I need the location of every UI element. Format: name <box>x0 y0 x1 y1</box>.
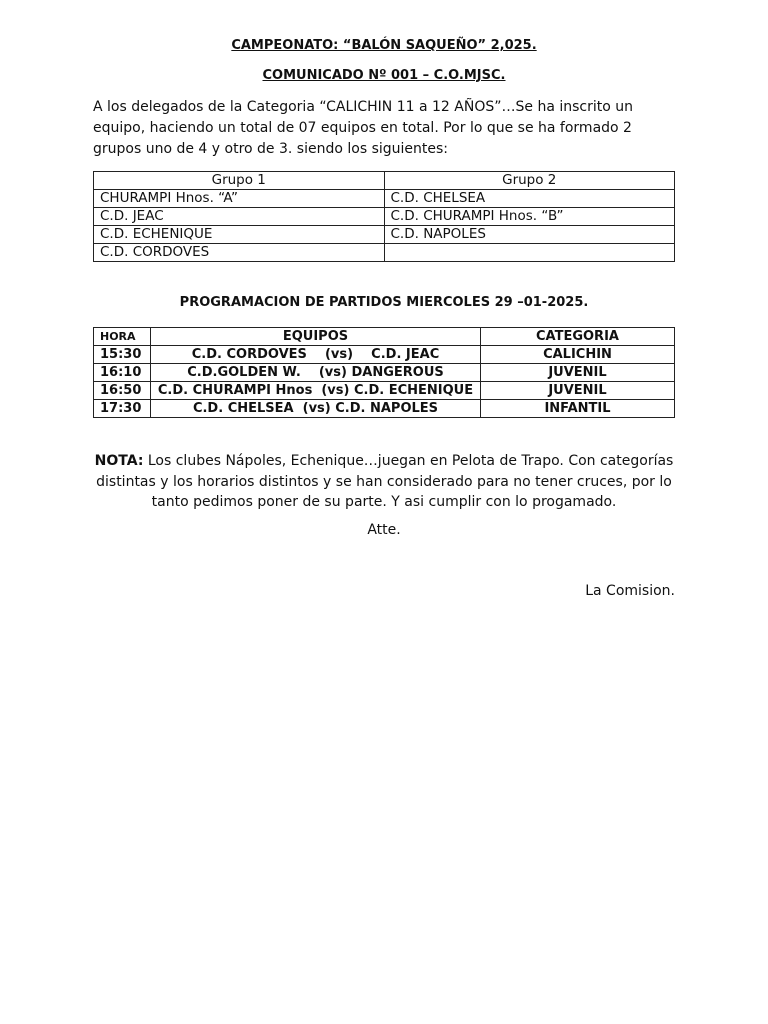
table-row <box>94 400 675 418</box>
note-text: Los clubes Nápoles, Echenique…juegan en Pelota de Trapo. Con categorías distintas y los horarios distintos y se han considerado para no tener cruces, por lo tanto pedimos poner de su parte. Y asi cumplir con lo progamado. <box>96 453 674 510</box>
table-row <box>94 208 675 226</box>
schedule-header-row <box>94 328 675 346</box>
group-1-team: C.D. ECHENIQUE <box>94 226 385 244</box>
communique-title <box>0 68 768 83</box>
match-category: JUVENIL <box>481 382 675 400</box>
match-time: 15:30 <box>94 346 151 364</box>
championship-title: CAMPEONATO: “BALÓN SAQUEÑO” 2,025. <box>231 38 537 53</box>
match-teams: C.D. CHURAMPI Hnos (vs) C.D. ECHENIQUE <box>151 382 481 400</box>
note-label: NOTA: <box>94 453 144 469</box>
hora-header: HORA <box>94 328 151 346</box>
group-1-team: C.D. CORDOVES <box>94 244 385 262</box>
table-row <box>94 226 675 244</box>
match-teams: C.D. CHELSEA (vs) C.D. NAPOLES <box>151 400 481 418</box>
closing-text: Atte. <box>367 522 401 538</box>
note-paragraph <box>93 451 675 513</box>
communique-number: COMUNICADO Nº 001 – C.O.MJSC <box>262 68 501 83</box>
communique-period: . <box>500 68 506 83</box>
group-2-team: C.D. CHELSEA <box>384 190 675 208</box>
table-row <box>94 346 675 364</box>
match-time: 17:30 <box>94 400 151 418</box>
match-teams: C.D. CORDOVES (vs) C.D. JEAC <box>151 346 481 364</box>
table-row <box>94 364 675 382</box>
group-2-team: C.D. CHURAMPI Hnos. “B” <box>384 208 675 226</box>
categoria-header: CATEGORIA <box>481 328 675 346</box>
intro-paragraph: A los delegados de la Categoria “CALICHIN 11 a 12 AÑOS”…Se ha inscrito un equipo, haciendo un total de 07 equipos en total. Por lo que se ha formado 2 grupos uno de 4 y otro de 3. siendo los siguientes: <box>93 99 634 157</box>
match-category: INFANTIL <box>481 400 675 418</box>
group-2-header: Grupo 2 <box>384 172 675 190</box>
table-row <box>94 244 675 262</box>
group-1-team: C.D. JEAC <box>94 208 385 226</box>
match-time: 16:50 <box>94 382 151 400</box>
group-1-header: Grupo 1 <box>94 172 385 190</box>
match-category: JUVENIL <box>481 364 675 382</box>
group-2-team: C.D. NAPOLES <box>384 226 675 244</box>
group-1-team: CHURAMPI Hnos. “A” <box>94 190 385 208</box>
schedule-table <box>93 327 675 418</box>
match-time: 16:10 <box>94 364 151 382</box>
table-row <box>94 190 675 208</box>
match-teams: C.D.GOLDEN W. (vs) DANGEROUS <box>151 364 481 382</box>
match-category: CALICHIN <box>481 346 675 364</box>
groups-header-row <box>94 172 675 190</box>
signature-text: La Comision. <box>585 583 675 599</box>
equipos-header: EQUIPOS <box>151 328 481 346</box>
groups-table <box>93 171 675 262</box>
group-2-team <box>384 244 675 262</box>
schedule-title: PROGRAMACION DE PARTIDOS MIERCOLES 29 –01-2025. <box>179 295 589 310</box>
table-row <box>94 382 675 400</box>
